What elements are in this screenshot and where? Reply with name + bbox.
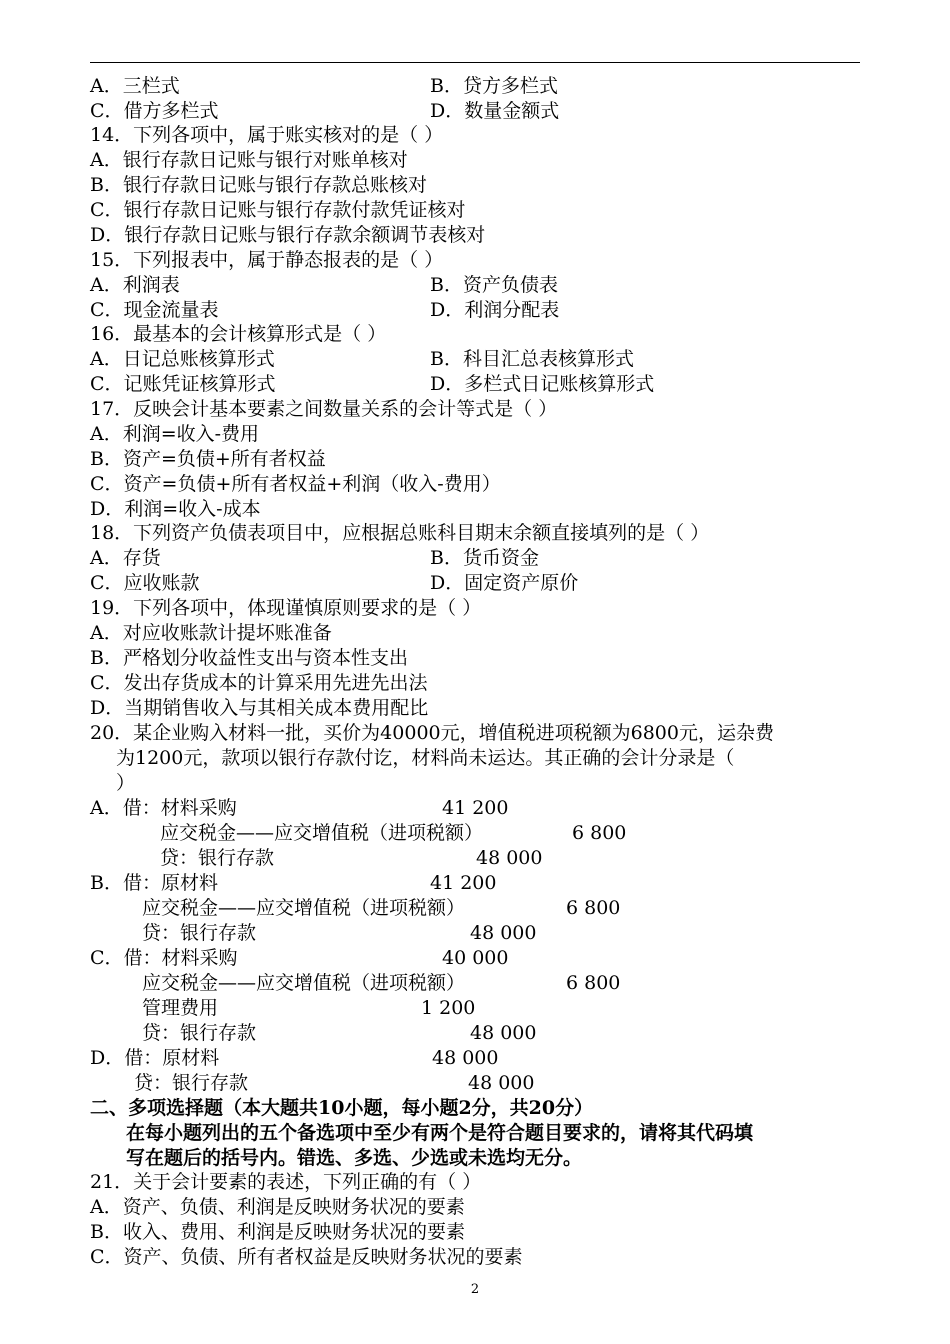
q13-option-b: B．贷方多栏式 bbox=[430, 75, 558, 97]
q17-option-a: A．利润=收入-费用 bbox=[90, 423, 260, 445]
q18-option-a: A．存货 bbox=[90, 547, 161, 569]
q20-c-credit: 贷：银行存款 bbox=[142, 1022, 257, 1044]
q20-a-tax: 应交税金——应交增值税（进项税额） bbox=[160, 822, 484, 844]
q14-option-d: D．银行存款日记账与银行存款余额调节表核对 bbox=[90, 224, 486, 246]
q20-b-credit: 贷：银行存款 bbox=[142, 922, 257, 944]
page-number: 2 bbox=[470, 1282, 480, 1297]
q14-option-b: B．银行存款日记账与银行存款总账核对 bbox=[90, 174, 427, 196]
q21-option-b: B．收入、费用、利润是反映财务状况的要素 bbox=[90, 1221, 465, 1243]
q19-option-a: A．对应收账款计提坏账准备 bbox=[90, 622, 332, 644]
q19-option-c: C．发出存货成本的计算采用先进先出法 bbox=[90, 672, 428, 694]
q21-stem: 21．关于会计要素的表述，下列正确的有（ ） bbox=[90, 1171, 482, 1193]
q19-option-b: B．严格划分收益性支出与资本性支出 bbox=[90, 647, 408, 669]
header-rule bbox=[90, 62, 860, 63]
q20-c-credit-amount: 48 000 bbox=[470, 1022, 537, 1044]
section-2-instructions-line1: 在每小题列出的五个备选项中至少有两个是符合题目要求的，请将其代码填 bbox=[126, 1122, 754, 1144]
q20-c-tax: 应交税金——应交增值税（进项税额） bbox=[142, 972, 466, 994]
q21-option-c: C．资产、负债、所有者权益是反映财务状况的要素 bbox=[90, 1246, 523, 1268]
q16-option-a: A．日记总账核算形式 bbox=[90, 348, 275, 370]
q20-c-tax-amount: 6 800 bbox=[566, 972, 621, 994]
q20-b-debit-amount: 41 200 bbox=[430, 872, 497, 894]
q18-option-c: C．应收账款 bbox=[90, 572, 200, 594]
q15-stem: 15．下列报表中，属于静态报表的是（ ） bbox=[90, 249, 444, 271]
q16-stem: 16．最基本的会计核算形式是（ ） bbox=[90, 323, 387, 345]
q20-a-debit-amount: 41 200 bbox=[442, 797, 509, 819]
q20-b-tax: 应交税金——应交增值税（进项税额） bbox=[142, 897, 466, 919]
q17-option-d: D．利润=收入-成本 bbox=[90, 498, 261, 520]
q15-option-d: D．利润分配表 bbox=[430, 299, 560, 321]
q17-stem: 17．反映会计基本要素之间数量关系的会计等式是（ ） bbox=[90, 398, 558, 420]
q20-stem-line1: 20．某企业购入材料一批，买价为40000元，增值税进项税额为6800元，运杂费 bbox=[90, 722, 774, 744]
q17-option-b: B．资产=负债+所有者权益 bbox=[90, 448, 326, 470]
q20-d-debit: D．借：原材料 bbox=[90, 1047, 220, 1069]
q18-option-b: B．货币资金 bbox=[430, 547, 539, 569]
q20-b-debit: B．借：原材料 bbox=[90, 872, 218, 894]
q20-b-credit-amount: 48 000 bbox=[470, 922, 537, 944]
q20-c-debit-amount: 40 000 bbox=[442, 947, 509, 969]
q15-option-c: C．现金流量表 bbox=[90, 299, 219, 321]
q15-option-a: A．利润表 bbox=[90, 274, 180, 296]
q13-option-d: D．数量金额式 bbox=[430, 100, 560, 122]
q20-a-debit: A．借：材料采购 bbox=[90, 797, 237, 819]
q20-d-credit: 贷：银行存款 bbox=[134, 1072, 249, 1094]
q20-d-debit-amount: 48 000 bbox=[432, 1047, 499, 1069]
q20-stem-line3: ） bbox=[116, 772, 136, 794]
q17-option-c: C．资产=负债+所有者权益+利润（收入-费用） bbox=[90, 473, 501, 495]
q20-c-expense: 管理费用 bbox=[142, 997, 219, 1019]
q14-option-c: C．银行存款日记账与银行存款付款凭证核对 bbox=[90, 199, 466, 221]
q16-option-d: D．多栏式日记账核算形式 bbox=[430, 373, 655, 395]
section-2-title: 二、多项选择题（本大题共10小题，每小题2分，共20分） bbox=[90, 1097, 594, 1119]
q15-option-b: B．资产负债表 bbox=[430, 274, 558, 296]
section-2-instructions-line2: 写在题后的括号内。错选、多选、少选或未选均无分。 bbox=[126, 1147, 583, 1169]
q20-d-credit-amount: 48 000 bbox=[468, 1072, 535, 1094]
q20-a-credit: 贷：银行存款 bbox=[160, 847, 275, 869]
q20-c-expense-amount: 1 200 bbox=[421, 997, 476, 1019]
q14-stem: 14．下列各项中，属于账实核对的是（ ） bbox=[90, 124, 444, 146]
q20-stem-line2: 为1200元，款项以银行存款付讫，材料尚未运达。其正确的会计分录是（ bbox=[116, 747, 735, 769]
q19-stem: 19．下列各项中，体现谨慎原则要求的是（ ） bbox=[90, 597, 482, 619]
q18-option-d: D．固定资产原价 bbox=[430, 572, 579, 594]
q20-a-tax-amount: 6 800 bbox=[572, 822, 627, 844]
q20-c-debit: C．借：材料采购 bbox=[90, 947, 238, 969]
q19-option-d: D．当期销售收入与其相关成本费用配比 bbox=[90, 697, 429, 719]
q16-option-c: C．记账凭证核算形式 bbox=[90, 373, 276, 395]
q14-option-a: A．银行存款日记账与银行对账单核对 bbox=[90, 149, 408, 171]
q13-option-c: C．借方多栏式 bbox=[90, 100, 219, 122]
q20-b-tax-amount: 6 800 bbox=[566, 897, 621, 919]
q20-a-credit-amount: 48 000 bbox=[476, 847, 543, 869]
q18-stem: 18．下列资产负债表项目中，应根据总账科目期末余额直接填列的是（ ） bbox=[90, 522, 710, 544]
q16-option-b: B．科目汇总表核算形式 bbox=[430, 348, 634, 370]
q13-option-a: A．三栏式 bbox=[90, 75, 180, 97]
q21-option-a: A．资产、负债、利润是反映财务状况的要素 bbox=[90, 1196, 465, 1218]
